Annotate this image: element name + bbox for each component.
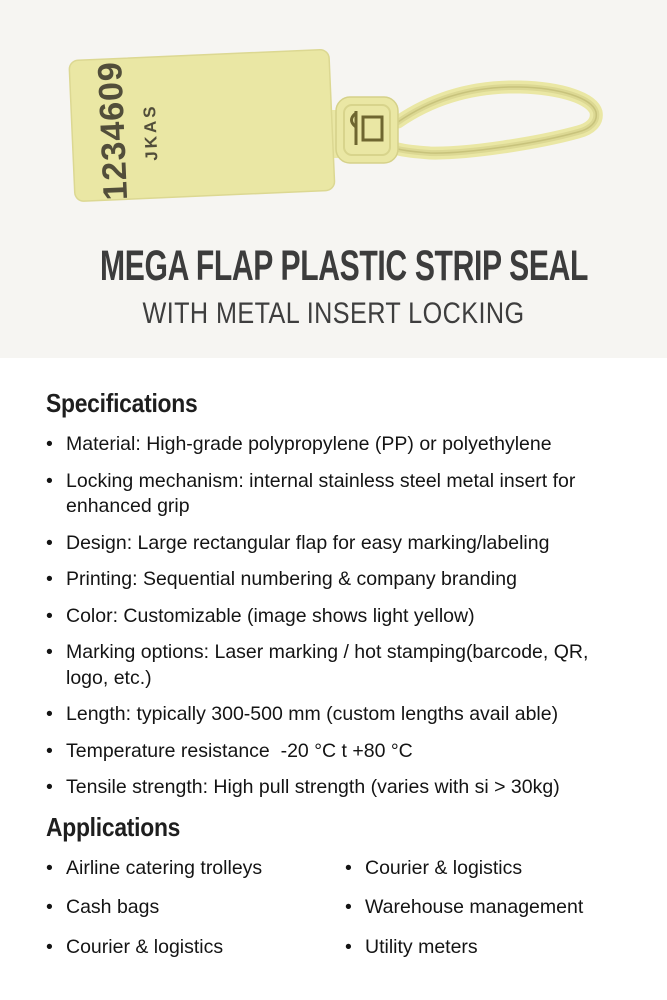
spec-item-marking: • Marking options: Laser marking / hot stamping(barcode, QR, logo, etc.) xyxy=(46,640,629,691)
content-section xyxy=(0,358,667,974)
spec-item-temperature: • Temperature resistance -20 °C t +80 °C xyxy=(46,739,629,765)
spec-item-length: • Length: typically 300-500 mm (custom lengths avail able) xyxy=(46,702,629,728)
spec-item-printing: • Printing: Sequential numbering & company branding xyxy=(46,567,629,593)
application-item: • Warehouse management xyxy=(345,895,629,921)
product-subtitle: WITH METAL INSERT LOCKING xyxy=(142,297,525,331)
application-item: • Cash bags xyxy=(46,895,345,921)
specifications-list xyxy=(46,432,629,801)
application-item: • Airline catering trolleys xyxy=(46,856,345,882)
hero-section xyxy=(0,0,667,358)
spec-item-locking: • Locking mechanism: internal stainless steel metal insert for enhanced grip xyxy=(46,469,629,520)
spec-item-design: • Design: Large rectangular flap for easy marking/labeling xyxy=(46,531,629,557)
brand-mark-text: JKAS xyxy=(139,103,162,162)
seal-flap xyxy=(69,49,335,202)
hero-titles xyxy=(0,243,667,330)
seal-strap-loop xyxy=(398,87,596,153)
applications-heading: Applications xyxy=(46,811,181,842)
applications-list-left xyxy=(46,856,345,975)
applications-columns xyxy=(46,856,629,975)
applications-list-right xyxy=(345,856,629,975)
product-image xyxy=(0,0,667,232)
serial-number-text: 1234609 xyxy=(91,60,136,202)
spec-item-color: • Color: Customizable (image shows light yellow) xyxy=(46,604,629,630)
spec-item-tensile: • Tensile strength: High pull strength (varies with si > 30kg) xyxy=(46,775,629,801)
spec-item-material: • Material: High-grade polypropylene (PP) or polyethylene xyxy=(46,432,629,458)
product-title: MEGA FLAP PLASTIC STRIP SEAL xyxy=(100,242,589,290)
seal-lock-head xyxy=(336,97,398,163)
application-item: • Courier & logistics xyxy=(46,935,345,961)
application-item: • Courier & logistics xyxy=(345,856,629,882)
specifications-heading: Specifications xyxy=(46,388,198,418)
application-item: • Utility meters xyxy=(345,935,629,961)
